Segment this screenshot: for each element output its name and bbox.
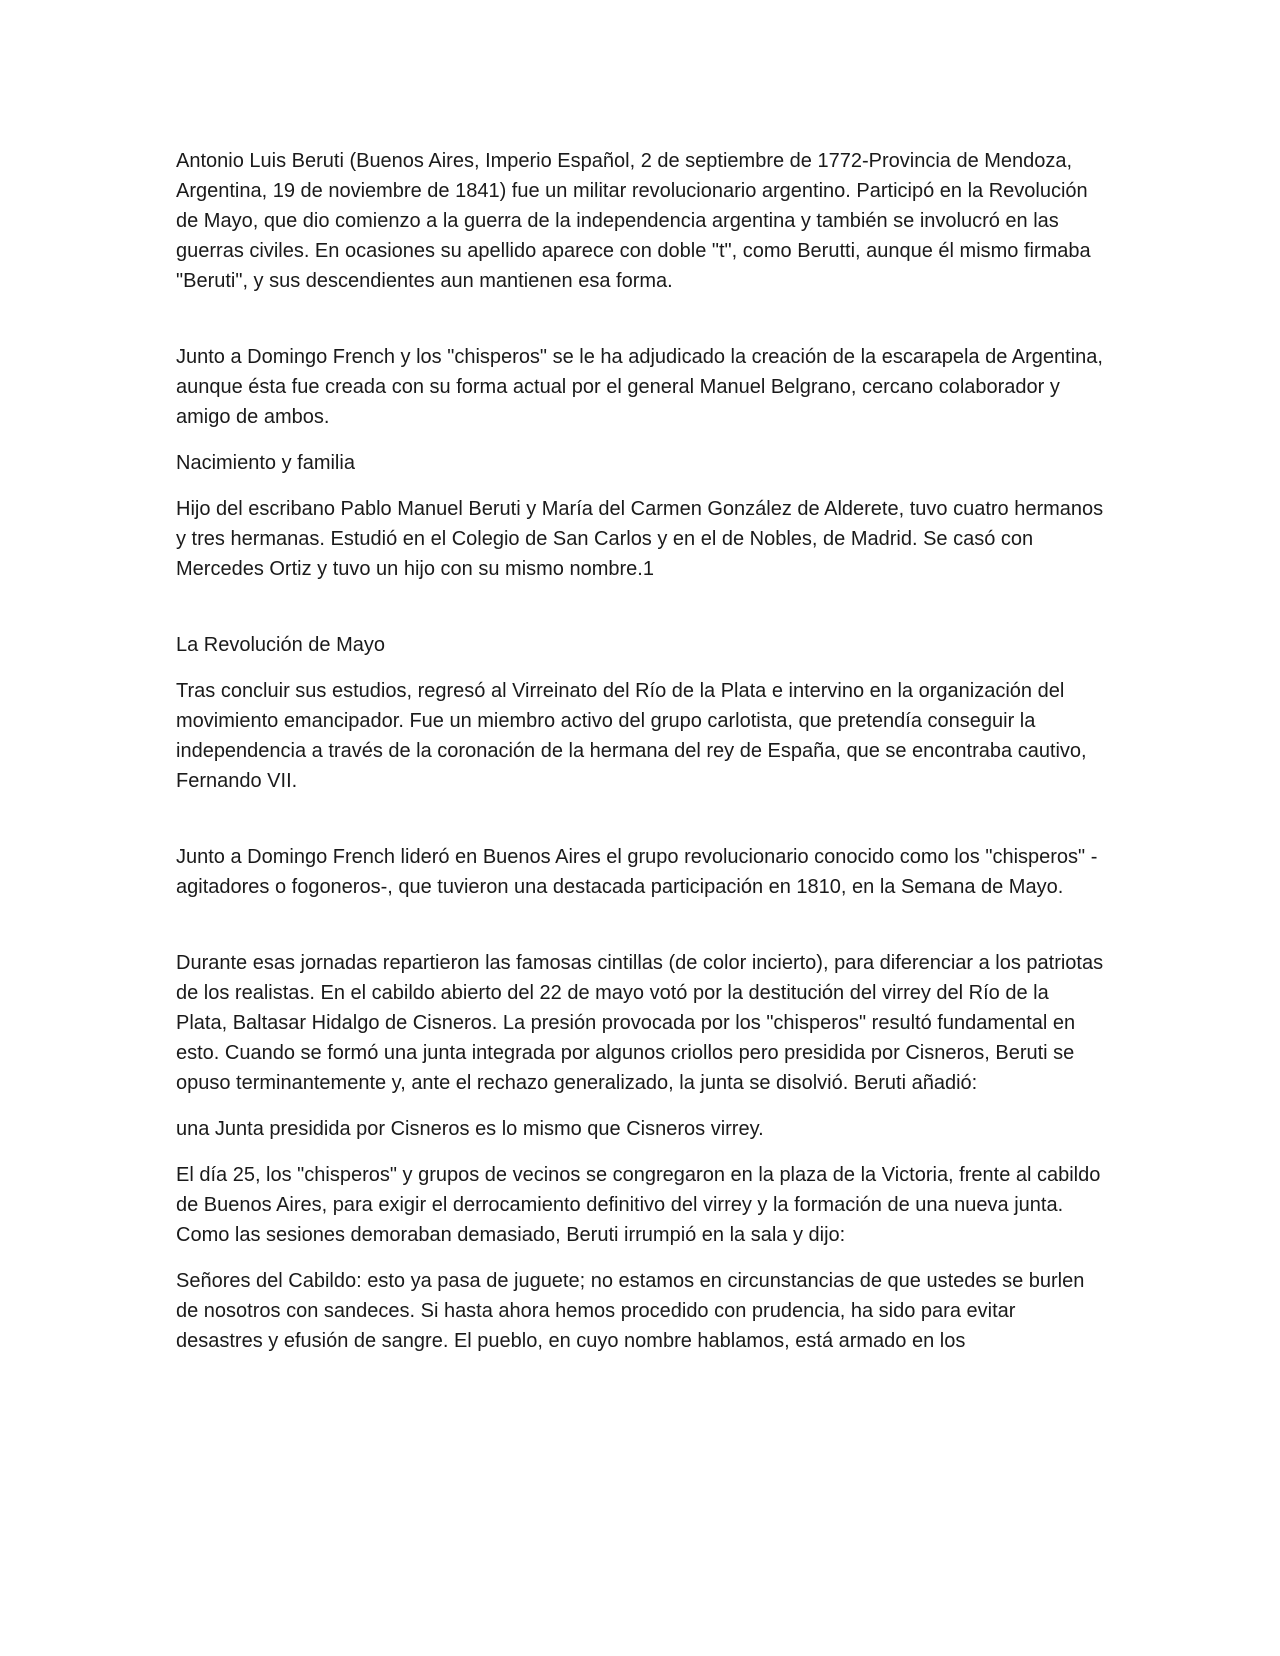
paragraph-dia-25: El día 25, los "chisperos" y grupos de vecinos se congregaron en la plaza de la Victoria, frente al cabildo de Buenos Aires, para exigir el derrocamiento definitivo del virrey y la formación de una nueva junta. Como las sesiones demoraban demasiado, Beruti irrumpió en la sala y dijo: bbox=[176, 1164, 1101, 1246]
paragraph-familia: Hijo del escribano Pablo Manuel Beruti y María del Carmen González de Alderete, tuvo cuatro hermanos y tres hermanas. Estudió en el Colegio de San Carlos y en el de Nobles, de Madrid. Se casó con Mercedes Ortiz y tuvo un hijo con su mismo nombre.1 bbox=[176, 498, 1104, 580]
paragraph-intro: Antonio Luis Beruti (Buenos Aires, Imperio Español, 2 de septiembre de 1772-Provincia de Mendoza, Argentina, 19 de noviembre de 1841) fue un militar revolucionario argentino. Participó en la Revolución de Mayo, que dio comienzo a la guerra de la independencia argentina y también se involucró en las guerras civiles. En ocasiones su apellido aparece con doble "t", como Berutti, aunque él mismo firmaba "Beruti", y sus descendientes aun mantienen esa forma. bbox=[176, 150, 1091, 292]
paragraph-chisperos: Junto a Domingo French lideró en Buenos Aires el grupo revolucionario conocido como los "chisperos" -agitadores o fogoneros-, que tuvieron una destacada participación en 1810, en la Semana de Mayo. bbox=[176, 846, 1098, 898]
paragraph-quote-junta: una Junta presidida por Cisneros es lo mismo que Cisneros virrey. bbox=[176, 1118, 764, 1140]
heading-nacimiento: Nacimiento y familia bbox=[176, 452, 355, 474]
paragraph-quote-cabildo: Señores del Cabildo: esto ya pasa de juguete; no estamos en circunstancias de que ustedes se burlen de nosotros con sandeces. Si hasta ahora hemos procedido con prudencia, ha sido para evitar desastres y efusión de sangre. El pueblo, en cuyo nombre hablamos, está armado en los bbox=[176, 1270, 1085, 1352]
paragraph-estudios: Tras concluir sus estudios, regresó al Virreinato del Río de la Plata e intervino en la organización del movimiento emancipador. Fue un miembro activo del grupo carlotista, que pretendía conseguir la independencia a través de la coronación de la hermana del rey de España, que se encontraba cautivo, Fernando VII. bbox=[176, 680, 1087, 792]
paragraph-escarapela: Junto a Domingo French y los "chisperos" se le ha adjudicado la creación de la escarapela de Argentina, aunque ésta fue creada con su forma actual por el general Manuel Belgrano, cercano colaborador y amigo de ambos. bbox=[176, 346, 1103, 428]
paragraph-jornadas: Durante esas jornadas repartieron las famosas cintillas (de color incierto), para diferenciar a los patriotas de los realistas. En el cabildo abierto del 22 de mayo votó por la destitución del virrey del Río de la Plata, Baltasar Hidalgo de Cisneros. La presión provocada por los "chisperos" resultó fundamental en esto. Cuando se formó una junta integrada por algunos criollos pero presidida por Cisneros, Beruti se opuso terminantemente y, ante el rechazo generalizado, la junta se disolvió. Beruti añadió: bbox=[176, 952, 1104, 1094]
heading-revolucion: La Revolución de Mayo bbox=[176, 634, 386, 656]
document-page bbox=[176, 146, 1104, 1372]
